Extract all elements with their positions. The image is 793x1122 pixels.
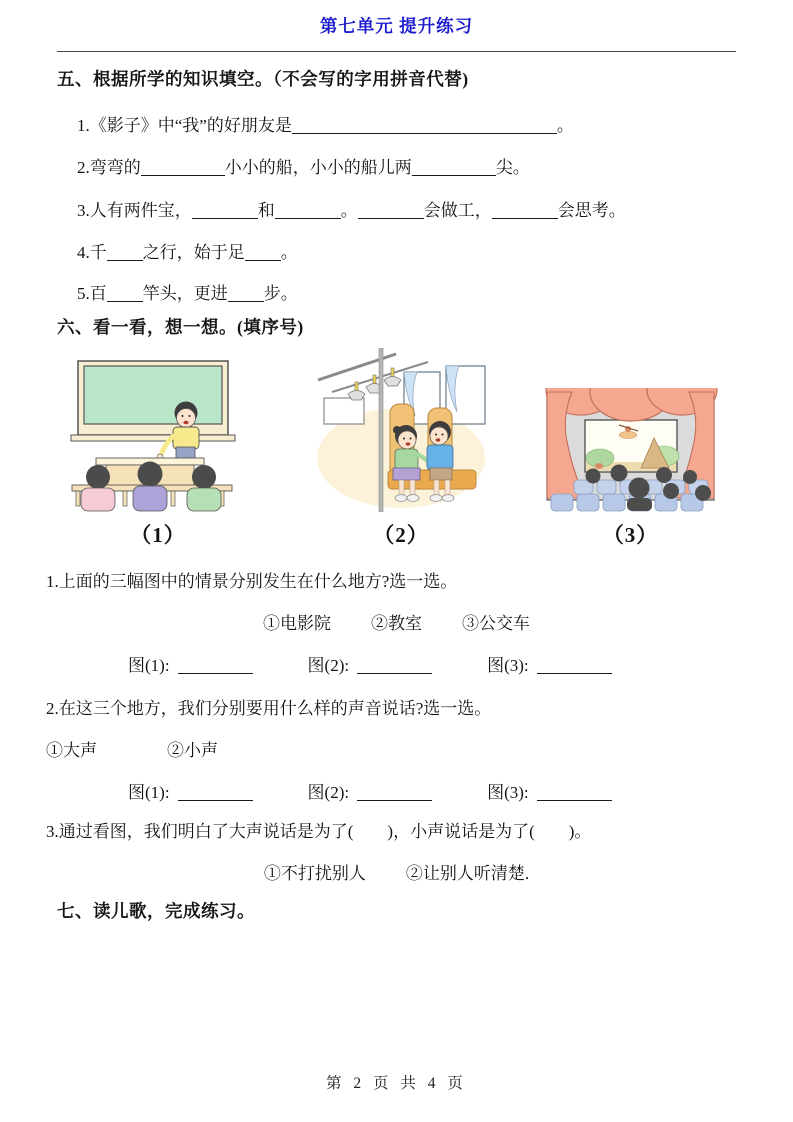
fill-blank	[192, 204, 258, 219]
fill-blank	[292, 119, 557, 134]
section-five-q2: 2.弯弯的 小小的船，小小的船儿两 尖。	[77, 158, 530, 177]
option-bus: ③公交车	[462, 614, 530, 633]
answer-slot: 图(3):	[487, 651, 612, 676]
fill-blank	[537, 786, 612, 801]
page-title: 第七单元 提升练习	[319, 16, 474, 36]
section-six-q1-text: 1.上面的三幅图中的情景分别发生在什么地方?选一选。	[46, 572, 458, 591]
section-six-heading: 六、看一看，想一想。(填序号)	[57, 317, 304, 337]
fill-blank	[178, 659, 253, 674]
section-five-q3: 3.人有两件宝， 和 。 会做工， 会思考。	[77, 201, 626, 220]
option-not-disturb: ①不打扰别人	[263, 864, 366, 883]
fill-blank	[275, 204, 341, 219]
fill-blank	[492, 204, 558, 219]
section-five-q1: 1.《影子》中“我”的好朋友是 。	[77, 116, 574, 135]
bus-illustration	[316, 348, 486, 512]
answer-slot: 图(3):	[487, 778, 612, 803]
fill-blank	[537, 659, 612, 674]
section-six-q2-text: 2.在这三个地方，我们分别要用什么样的声音说话?选一选。	[46, 699, 492, 718]
section-six-q3-options	[0, 859, 793, 884]
page-number: 第 2 页 共 4 页	[326, 1075, 467, 1092]
fill-blank	[358, 204, 424, 219]
option-quiet: ②小声	[167, 741, 218, 760]
fill-blank	[412, 161, 496, 176]
answer-slot: 图(2):	[308, 778, 433, 803]
fill-blank	[178, 786, 253, 801]
option-classroom: ②教室	[371, 614, 422, 633]
section-seven-heading: 七、读儿歌，完成练习。	[57, 901, 255, 921]
figure-classroom	[64, 359, 252, 549]
classroom-illustration	[66, 359, 250, 512]
header-divider	[57, 51, 736, 52]
section-six-q2-answers	[128, 778, 612, 803]
fill-blank	[228, 287, 264, 302]
fill-blank	[357, 786, 432, 801]
answer-slot: 图(1):	[128, 651, 253, 676]
section-five-q4: 4.千 之行，始于足 。	[77, 243, 298, 262]
option-hear-clearly: ②让别人听清楚.	[405, 864, 530, 883]
figure-2-label: （2）	[373, 523, 429, 547]
figure-3-label: （3）	[602, 523, 659, 547]
option-cinema: ①电影院	[263, 614, 331, 633]
cinema-illustration	[543, 388, 718, 512]
fill-blank	[141, 161, 225, 176]
answer-slot: 图(1):	[128, 778, 253, 803]
section-five-heading: 五、根据所学的知识填空。（不会写的字用拼音代替)	[57, 69, 469, 89]
section-six-q1-options	[0, 609, 793, 634]
figure-bus	[314, 348, 488, 549]
fill-blank	[107, 246, 143, 261]
fill-blank	[245, 246, 281, 261]
section-five-q5: 5.百 竿头，更进 步。	[77, 284, 298, 303]
figure-cinema	[541, 388, 720, 549]
fill-blank	[357, 659, 432, 674]
section-six-q1-answers	[128, 651, 612, 676]
section-six-q2-options	[46, 736, 288, 761]
section-six-q3-text: 3.通过看图，我们明白了大声说话是为了( )，小声说话是为了( )。	[46, 822, 592, 841]
figure-1-label: （1）	[130, 523, 186, 547]
answer-slot: 图(2):	[308, 651, 433, 676]
fill-blank	[107, 287, 143, 302]
option-loud: ①大声	[46, 741, 97, 760]
q1-text: 1.《影子》中“我”的好朋友是	[77, 116, 292, 135]
